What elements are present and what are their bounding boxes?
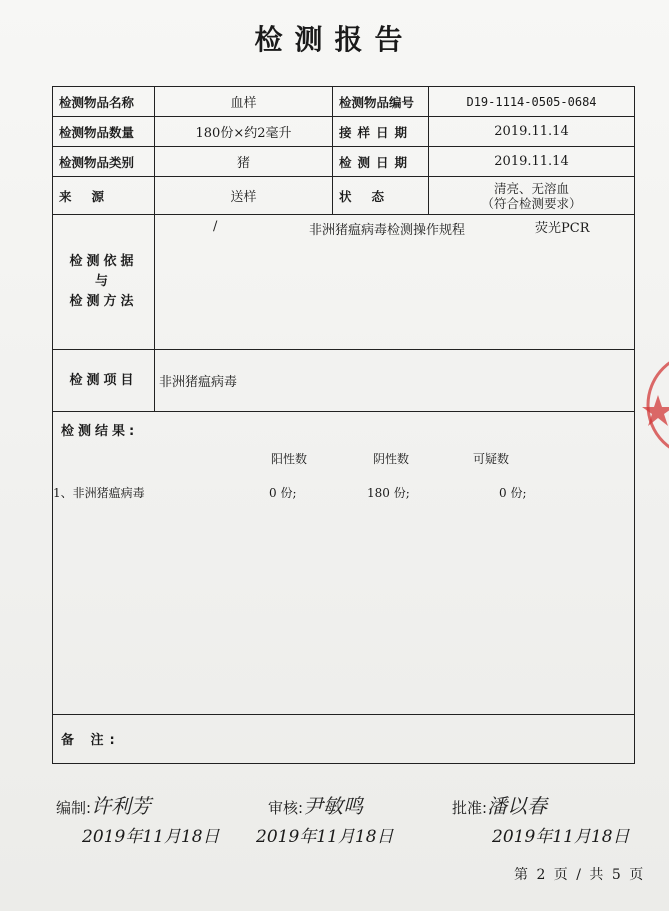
compiler-name: 许利芳 xyxy=(91,794,152,818)
state-value-line-2: （符合检测要求） xyxy=(481,195,582,211)
basis-label-line-3: 检测方法 xyxy=(69,294,138,309)
results-header-suspect: 可疑数 xyxy=(473,452,510,466)
compiler-date: 2019年11月18日 xyxy=(82,827,220,847)
basis-technique: 荧光PCR xyxy=(535,221,590,236)
approver-label: 批准: xyxy=(452,799,488,817)
receive-date-value: 2019.11.14 xyxy=(429,117,635,147)
approver-signature xyxy=(452,790,547,819)
page-title: 检测报告 xyxy=(254,23,415,56)
state-value-line-1: 清亮、无溶血 xyxy=(493,180,569,196)
results-section xyxy=(53,412,635,715)
item-qty-value: 180份×约2毫升 xyxy=(155,117,333,147)
item-code-value: D19-1114-0505-0684 xyxy=(429,87,635,117)
item-qty-label: 检测物品数量 xyxy=(53,117,155,147)
official-seal-icon xyxy=(640,350,669,460)
item-name-value: 血样 xyxy=(155,87,333,117)
results-header-positive: 阳性数 xyxy=(271,452,308,466)
results-value-positive: 0 份; xyxy=(269,486,297,500)
source-label: 来源 xyxy=(53,177,155,215)
item-type-label: 检测物品类别 xyxy=(53,147,155,177)
results-title: 检测结果: xyxy=(61,424,139,439)
page-number: 第 2 页 / 共 5 页 xyxy=(514,867,646,883)
reviewer-label: 审核: xyxy=(268,799,304,817)
remarks-label: 备 注: xyxy=(61,733,121,748)
item-name-label: 检测物品名称 xyxy=(53,87,155,117)
receive-date-label: 接样日期 xyxy=(333,117,429,147)
results-value-negative: 180 份; xyxy=(367,486,410,500)
basis-label-line-1: 检测依据 xyxy=(69,254,138,269)
results-row-label: 1、非洲猪瘟病毒 xyxy=(53,486,145,500)
basis-slash: / xyxy=(213,219,218,234)
item-code-label: 检测物品编号 xyxy=(333,87,429,117)
reviewer-name: 尹敏鸣 xyxy=(303,794,364,818)
compiler-label: 编制: xyxy=(56,799,92,817)
approver-name: 潘以春 xyxy=(487,794,548,818)
reviewer-signature xyxy=(268,790,363,819)
test-item-label: 检测项目 xyxy=(53,350,155,412)
basis-label xyxy=(53,215,155,350)
results-value-suspect: 0 份; xyxy=(499,486,527,500)
basis-method: 非洲猪瘟病毒检测操作规程 xyxy=(309,223,466,238)
item-type-value: 猪 xyxy=(155,147,333,177)
test-date-value: 2019.11.14 xyxy=(429,147,635,177)
test-date-label: 检测日期 xyxy=(333,147,429,177)
test-item-value: 非洲猪瘟病毒 xyxy=(155,350,635,412)
approver-date: 2019年11月18日 xyxy=(492,827,630,847)
basis-value xyxy=(155,215,635,350)
state-label: 状态 xyxy=(333,177,429,215)
report-table xyxy=(52,86,635,764)
state-value xyxy=(429,177,635,215)
basis-label-line-2: 与 xyxy=(94,274,112,289)
remarks-section xyxy=(53,715,635,764)
source-value: 送样 xyxy=(155,177,333,215)
reviewer-date: 2019年11月18日 xyxy=(256,827,394,847)
results-header-negative: 阴性数 xyxy=(373,452,410,466)
compiler-signature xyxy=(56,790,151,819)
